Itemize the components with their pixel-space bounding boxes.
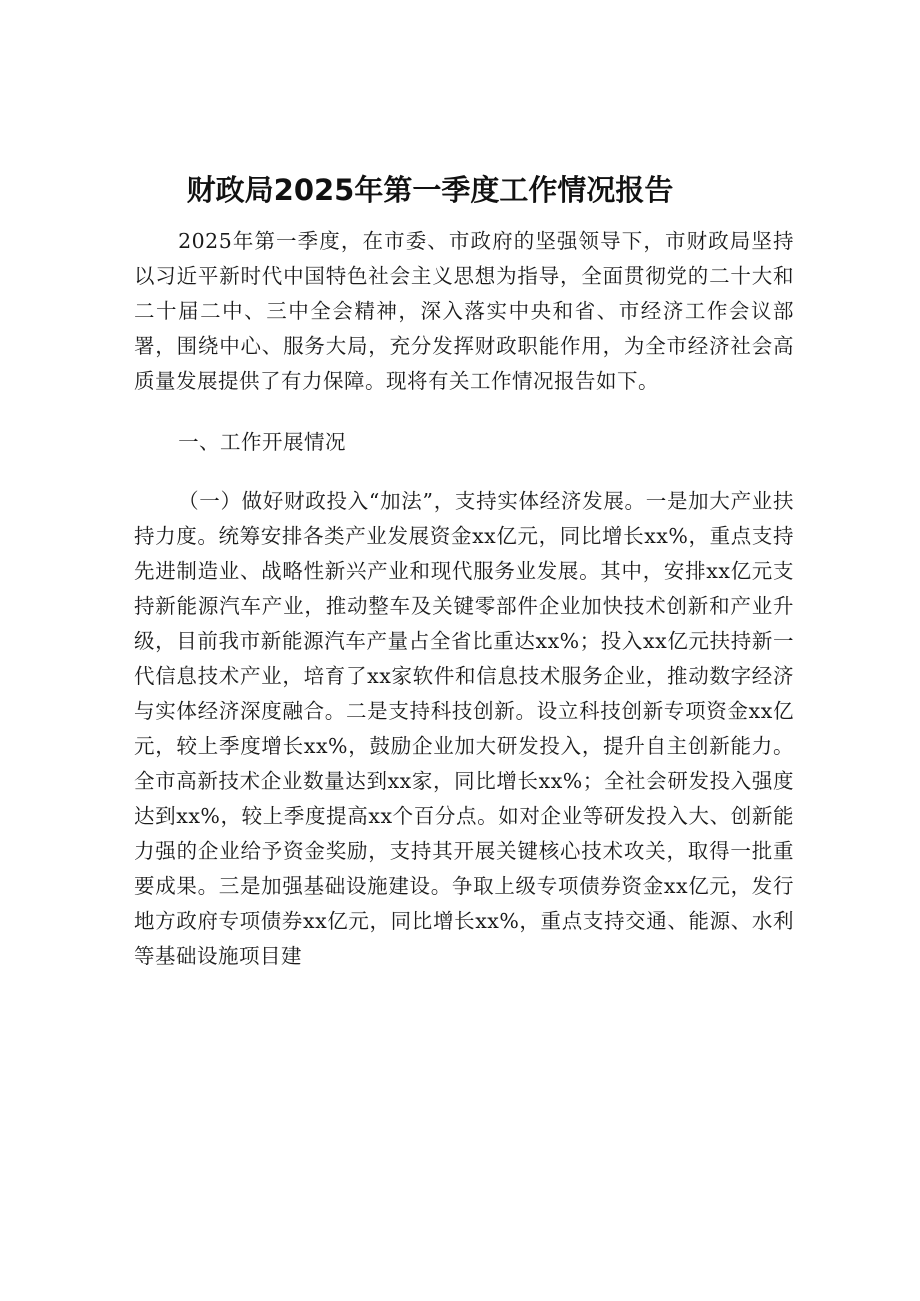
section-heading: 一、工作开展情况 <box>178 430 347 454</box>
section-paragraph: （一）做好财政投入“加法”，支持实体经济发展。一是加大产业扶持力度。统筹安排各类产业发展资金xx亿元，同比增长xx%，重点支持先进制造业、战略性新兴产业和现代服务业发展。其中，安排xx亿元支持新能源汽车产业，推动整车及关键零部件企业加快技术创新和产业升级，目前我市新能源汽车产量占全省比重达xx%；投入xx亿元扶持新一代信息技术产业，培育了xx家软件和信息技术服务企业，推动数字经济与实体经济深度融合。二是支持科技创新。设立科技创新专项资金xx亿元，较上季度增长xx%，鼓励企业加大研发投入，提升自主创新能力。全市高新技术企业数量达到xx家，同比增长xx%；全社会研发投入强度达到xx%，较上季度提高xx个百分点。如对企业等研发投入大、创新能力强的企业给予资金奖励，支持其开展关键核心技术攻关，取得一批重要成果。三是加强基础设施建设。争取上级专项债券资金xx亿元，发行地方政府专项债券xx亿元，同比增长xx%，重点支持交通、能源、水利等基础设施项目建 <box>134 489 794 968</box>
document-body <box>134 224 794 974</box>
document-title: 财政局2025年第一季度工作情况报告 <box>186 173 674 207</box>
intro-paragraph: 2025年第一季度，在市委、市政府的坚强领导下，市财政局坚持以习近平新时代中国特色社会主义思想为指导，全面贯彻党的二十大和二十届二中、三中全会精神，深入落实中央和省、市经济工作会议部署，围绕中心、服务大局，充分发挥财政职能作用，为全市经济社会高质量发展提供了有力保障。现将有关工作情况报告如下。 <box>134 229 794 393</box>
